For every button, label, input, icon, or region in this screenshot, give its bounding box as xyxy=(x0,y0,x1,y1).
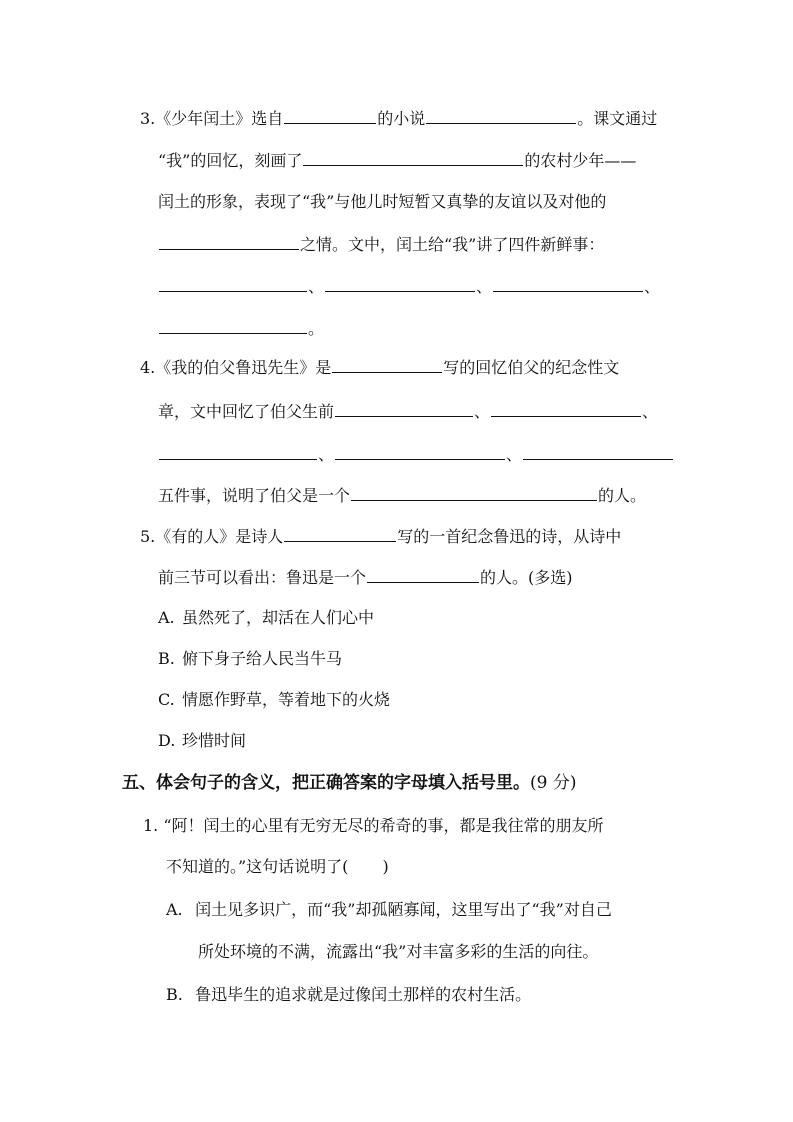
section-heading xyxy=(122,772,576,794)
answer-blank[interactable] xyxy=(159,233,299,250)
q5-option-d[interactable] xyxy=(158,730,246,752)
s5q1-number: 1. xyxy=(143,816,159,835)
q3-number: 3. xyxy=(140,109,156,128)
s5q1-line-1: 1. “阿！闰土的心里有无穷无尽的希奇的事，都是我往常的朋友所 xyxy=(143,816,604,835)
section-title: 五、体会句子的含义，把正确答案的字母填入括号里。 xyxy=(122,773,530,793)
option-text: 闰土见多识广，而“我”却孤陋寡闻，这里写出了“我”对自己 xyxy=(195,900,612,919)
option-text: 俯下身子给人民当牛马 xyxy=(182,649,343,668)
q4-line-1: 4.《我的伯父鲁迅先生》是 写的回忆伯父的纪念性文 xyxy=(140,358,620,377)
q5-option-b[interactable] xyxy=(158,648,342,670)
option-letter: C. xyxy=(158,690,175,709)
option-text: 虽然死了，却活在人们心中 xyxy=(182,608,375,627)
answer-blank[interactable] xyxy=(303,149,523,166)
option-text: 珍惜时间 xyxy=(182,731,247,750)
answer-blank[interactable] xyxy=(367,566,479,583)
q3-line-5: 、 、 、 xyxy=(158,275,660,298)
q5-number: 5. xyxy=(140,527,156,546)
answer-blank[interactable] xyxy=(493,275,643,292)
q3-line-3: 闰土的形象，表现了“我”与他儿时短暂又真挚的友谊以及对他的 xyxy=(158,192,607,211)
option-letter: B. xyxy=(166,985,183,1004)
q3-line-1: 3.《少年闰土》选自 的小说 。课文通过 xyxy=(140,109,658,128)
s5q1-option-a[interactable] xyxy=(166,899,612,921)
q5-option-c[interactable] xyxy=(158,689,390,711)
s5q1-option-b[interactable] xyxy=(166,984,531,1006)
s5q1-line-2: 不知道的。”这句话说明了( ) xyxy=(166,857,389,876)
q4-line-2: 章，文中回忆了伯父生前 、 、 xyxy=(158,402,659,421)
answer-blank[interactable] xyxy=(351,484,597,501)
answer-blank[interactable] xyxy=(159,443,317,460)
s5q1-option-a-cont: 所处环境的不满，流露出“我”对丰富多彩的生活的向往。 xyxy=(198,942,599,961)
q4-line-3: 、 、 xyxy=(158,443,674,466)
answer-blank[interactable] xyxy=(159,275,307,292)
option-letter: A. xyxy=(166,900,183,919)
q3-line-6: 。 xyxy=(158,317,324,340)
answer-blank[interactable] xyxy=(159,317,307,334)
q5-line-1: 5.《有的人》是诗人 写的一首纪念鲁迅的诗，从诗中 xyxy=(140,527,622,546)
answer-blank[interactable] xyxy=(325,275,475,292)
option-text: 情愿作野草，等着地下的火烧 xyxy=(182,690,391,709)
q5-line-2: 前三节可以看出：鲁迅是一个 的人。(多选) xyxy=(158,568,573,587)
answer-blank[interactable] xyxy=(523,443,673,460)
answer-blank[interactable] xyxy=(491,400,641,417)
section-points: (9 分) xyxy=(530,773,577,793)
option-letter: D. xyxy=(158,731,176,750)
answer-blank[interactable] xyxy=(284,107,376,124)
answer-blank[interactable] xyxy=(335,400,473,417)
q3-line-2: “我”的回忆，刻画了 的农村少年—— xyxy=(158,151,637,170)
q4-line-4: 五件事，说明了伯父是一个 的人。 xyxy=(158,486,647,505)
q3-line-4: 之情。文中，闰土给“我”讲了四件新鲜事： xyxy=(158,233,604,256)
answer-blank[interactable] xyxy=(332,356,442,373)
answer-blank[interactable] xyxy=(284,525,396,542)
option-letter: A. xyxy=(158,608,175,627)
q5-option-a[interactable] xyxy=(158,607,374,629)
q4-number: 4. xyxy=(140,358,156,377)
answer-blank[interactable] xyxy=(426,107,576,124)
option-text: 鲁迅毕生的追求就是过像闰土那样的农村生活。 xyxy=(195,985,532,1004)
answer-blank[interactable] xyxy=(335,443,505,460)
option-letter: B. xyxy=(158,649,175,668)
